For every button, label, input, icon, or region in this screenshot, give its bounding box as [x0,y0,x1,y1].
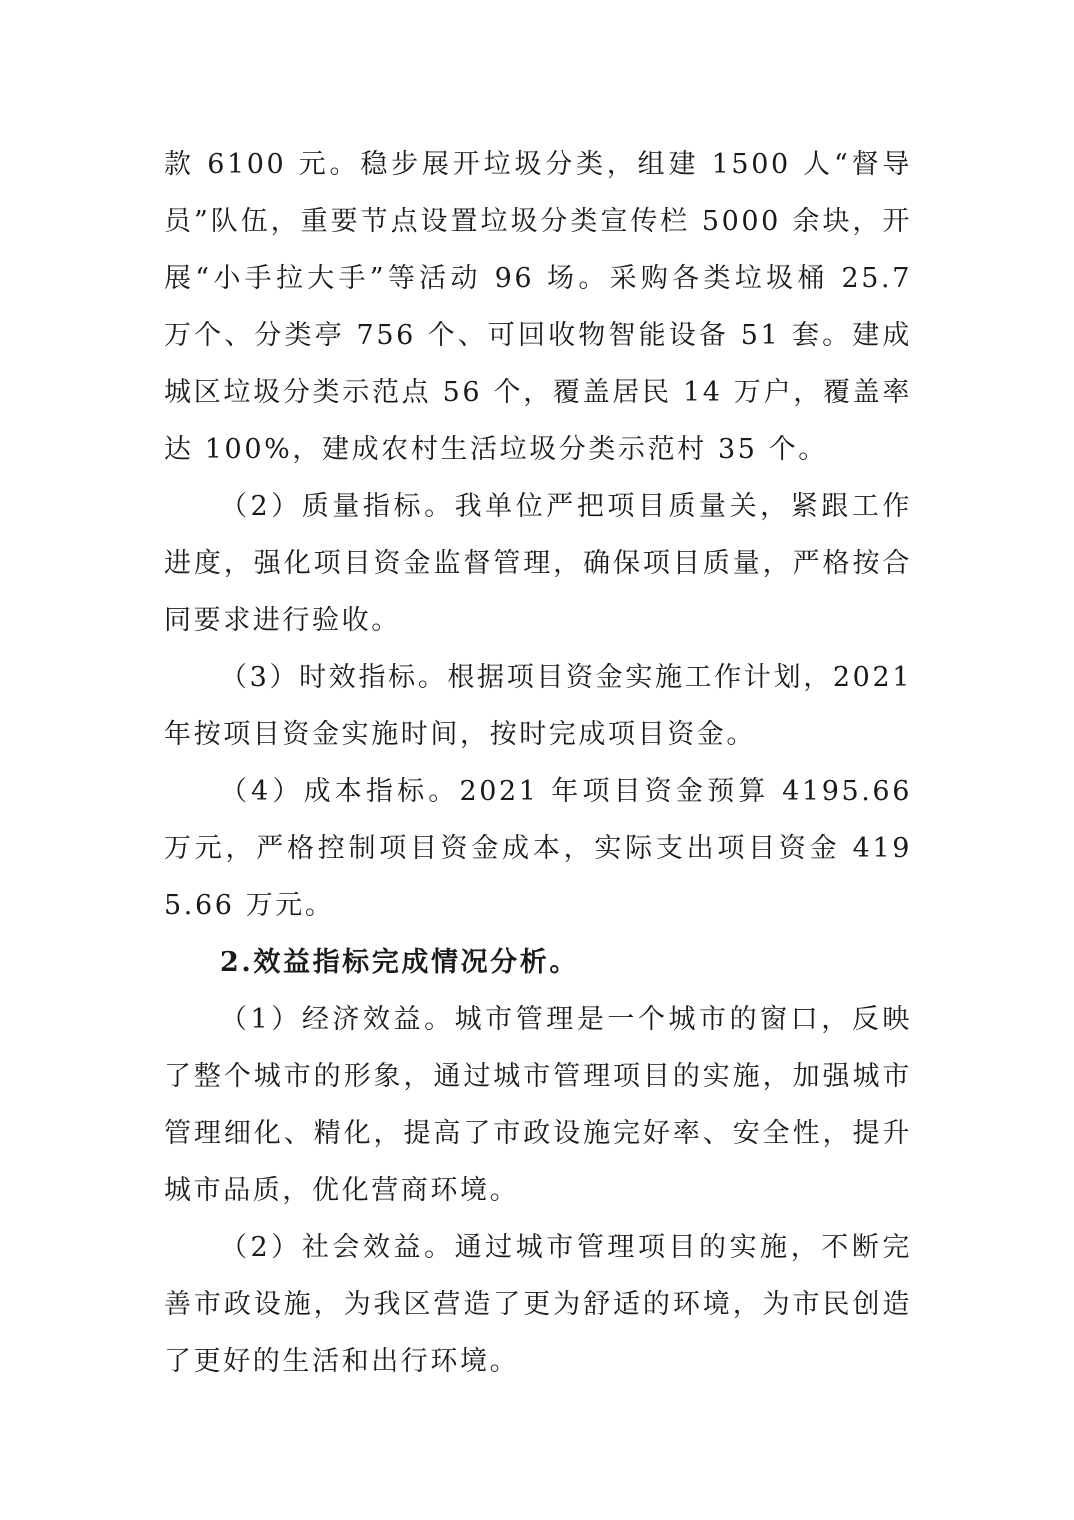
section-heading-benefit-indicators: 2.效益指标完成情况分析。 [220,947,579,978]
paragraph-social-benefit: （2）社会效益。通过城市管理项目的实施，不断完善市政设施，为我区营造了更为舒适的环境，为市民创造了更好的生活和出行环境。 [164,1232,912,1377]
paragraph-timeliness-indicator: （3）时效指标。根据项目资金实施工作计划，2021 年按项目资金实施时间，按时完成项目资金。 [164,662,912,750]
paragraph-quality-indicator: （2）质量指标。我单位严把项目质量关，紧跟工作进度，强化项目资金监督管理，确保项目质量，严格按合同要求进行验收。 [164,491,912,636]
document-body [164,136,912,1390]
paragraph-cost-indicator: （4）成本指标。2021 年项目资金预算 4195.66 万元，严格控制项目资金成本，实际支出项目资金 4195.66 万元。 [164,776,912,921]
paragraph-quantity-indicator-continuation: 款 6100 元。稳步展开垃圾分类，组建 1500 人“督导员”队伍，重要节点设置垃圾分类宣传栏 5000 余块，开展“小手拉大手”等活动 96 场。采购各类垃圾桶 25.7 万个、分类亭 756 个、可回收物智能设备 51 套。建成城区垃圾分类示范点 56 个，覆盖居民 14 万户，覆盖率达 100%，建成农村生活垃圾分类示范村 35 个。 [164,149,912,465]
paragraph-economic-benefit: （1）经济效益。城市管理是一个城市的窗口，反映了整个城市的形象，通过城市管理项目的实施，加强城市管理细化、精化，提高了市政设施完好率、安全性，提升城市品质，优化营商环境。 [164,1004,912,1206]
